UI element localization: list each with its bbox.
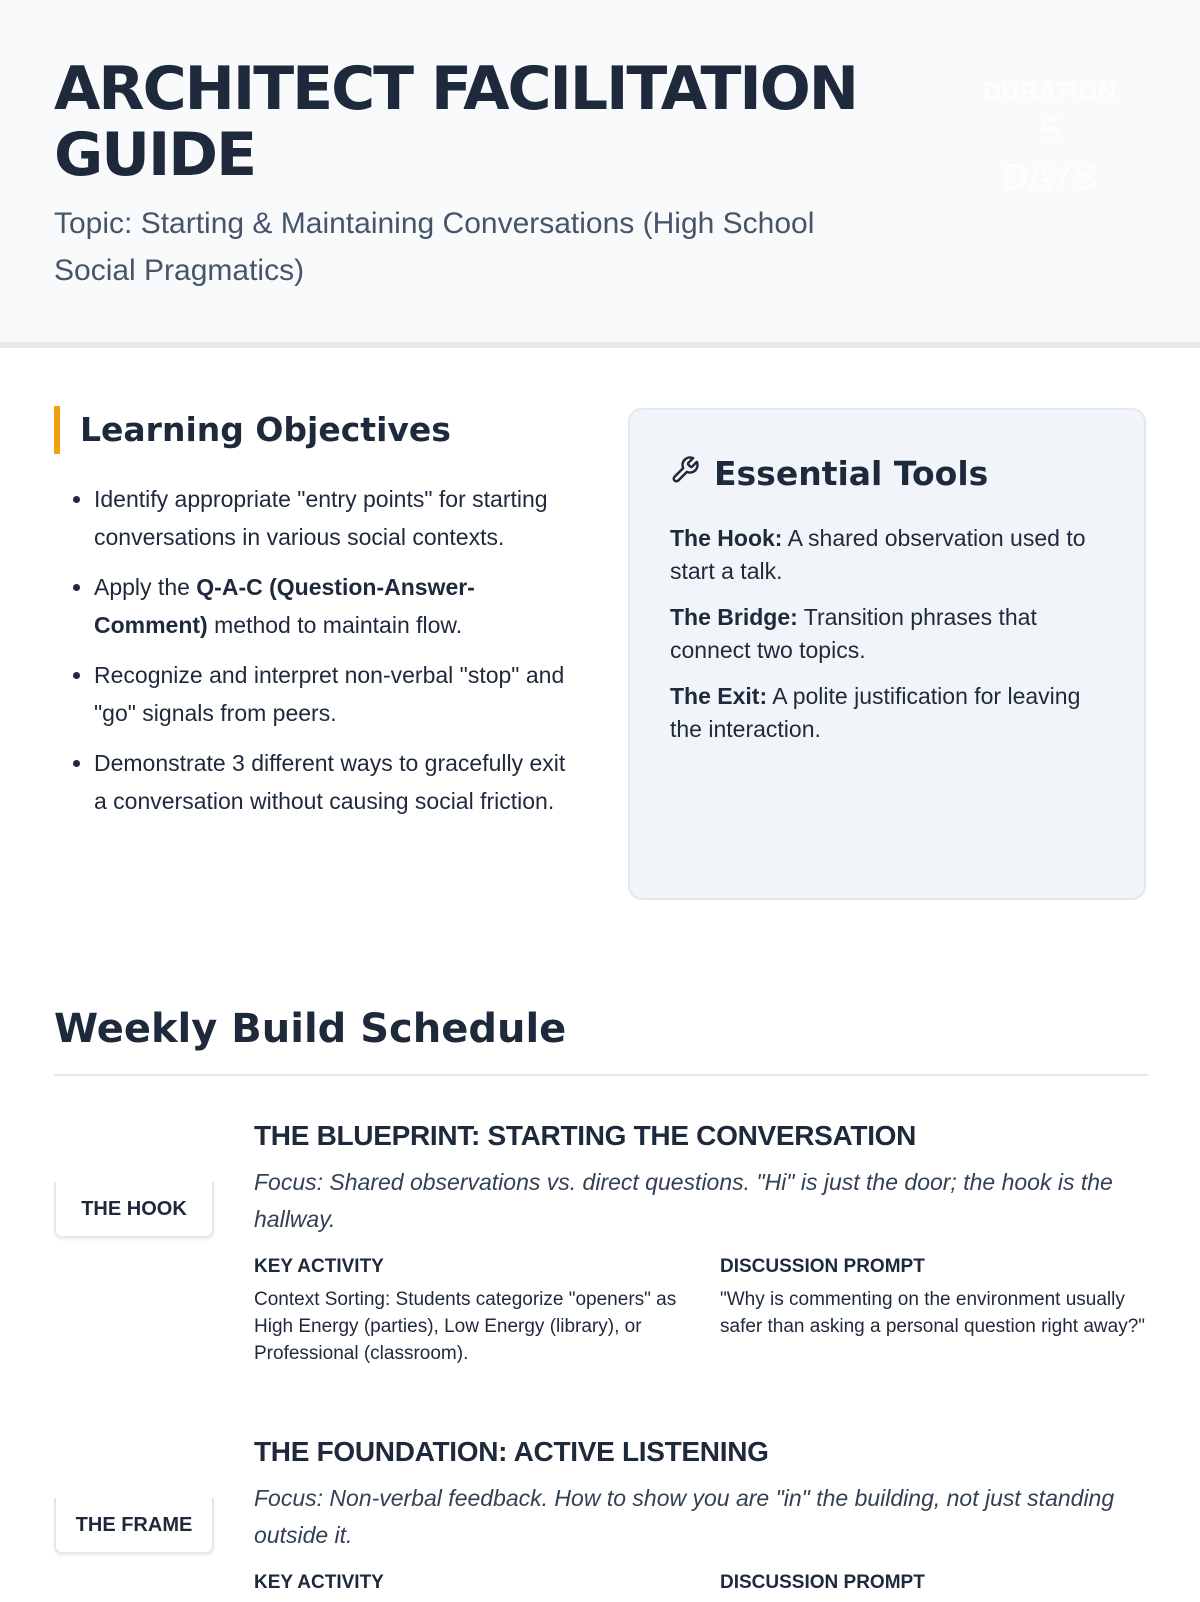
learning-objectives <box>54 406 584 832</box>
key-activity-text: Context Sorting: Students categorize "openers" as High Energy (parties), Low Energy (library), or Professional (classroom). <box>254 1289 677 1364</box>
tool-item <box>670 601 1104 667</box>
day-title: THE BLUEPRINT: STARTING THE CONVERSATION <box>254 1120 917 1151</box>
day-focus: Focus: Non-verbal feedback. How to show you are "in" the building, not just standing outside it. <box>254 1485 1115 1548</box>
objective-item <box>94 568 584 644</box>
duration-badge <box>960 78 1140 198</box>
objective-text: method to maintain flow. <box>207 612 463 638</box>
tool-item <box>670 522 1104 588</box>
tool-term: The Exit: <box>670 683 768 709</box>
objective-text: Apply the <box>94 574 197 600</box>
objectives-list <box>54 480 584 820</box>
duration-value: 5 <box>1039 110 1061 151</box>
objective-item: • Recognize and interpret non-verbal "stop" and "go" signals from peers. <box>94 656 584 732</box>
header <box>0 0 1200 348</box>
day-body <box>254 1118 1148 1367</box>
discussion-prompt <box>720 1254 1148 1367</box>
discussion-prompt-text: "Why is commenting on the environment usually safer than asking a personal question right away?" <box>720 1289 1146 1337</box>
tool-desc: A shared observation used to start a talk. <box>670 525 1086 584</box>
wrench-icon <box>670 454 700 493</box>
duration-unit: DAYS <box>1002 156 1098 197</box>
discussion-prompt-label: DISCUSSION PROMPT <box>720 1572 925 1593</box>
key-activity-label: KEY ACTIVITY <box>254 1256 384 1277</box>
key-activity <box>254 1254 682 1367</box>
objective-emphasis: Q-A-C (Question-Answer-Comment) <box>94 574 475 638</box>
duration-label: DURATION <box>983 78 1117 105</box>
day-focus: Focus: Shared observations vs. direct questions. "Hi" is just the door; the hook is the hallway. <box>254 1169 1113 1232</box>
tool-desc: A polite justification for leaving the interaction. <box>670 683 1081 742</box>
tools-heading <box>670 450 1104 496</box>
page-subtitle: Topic: Starting & Maintaining Conversations (High School Social Pragmatics) <box>54 207 815 287</box>
objectives-heading: Learning Objectives <box>54 406 584 454</box>
day-title: THE FOUNDATION: ACTIVE LISTENING <box>254 1436 769 1467</box>
objective-item: • Demonstrate 3 different ways to gracefully exit a conversation without causing social friction. <box>94 744 584 820</box>
tool-desc: Transition phrases that connect two topics. <box>670 604 1037 663</box>
tool-term: The Bridge: <box>670 604 798 630</box>
tool-term: The Hook: <box>670 525 783 551</box>
key-activity-label: KEY ACTIVITY <box>254 1572 384 1593</box>
day-columns <box>254 1570 1148 1602</box>
tool-item <box>670 680 1104 746</box>
day-badge: THE HOOK <box>54 1182 214 1238</box>
objective-item: • Identify appropriate "entry points" for starting conversations in various social contexts. <box>94 480 584 556</box>
day-badge: THE FRAME <box>54 1498 214 1554</box>
essential-tools-panel <box>628 408 1146 900</box>
discussion-prompt-label: DISCUSSION PROMPT <box>720 1256 925 1277</box>
divider <box>54 1074 1148 1076</box>
day-columns <box>254 1254 1148 1367</box>
schedule-heading: Weekly Build Schedule <box>54 1006 567 1052</box>
key-activity <box>254 1570 682 1602</box>
discussion-prompt <box>720 1570 1148 1602</box>
day-body <box>254 1434 1148 1602</box>
tools-heading-text: Essential Tools <box>714 453 989 493</box>
page-title: ARCHITECT FACILITATION GUIDE <box>54 54 857 190</box>
